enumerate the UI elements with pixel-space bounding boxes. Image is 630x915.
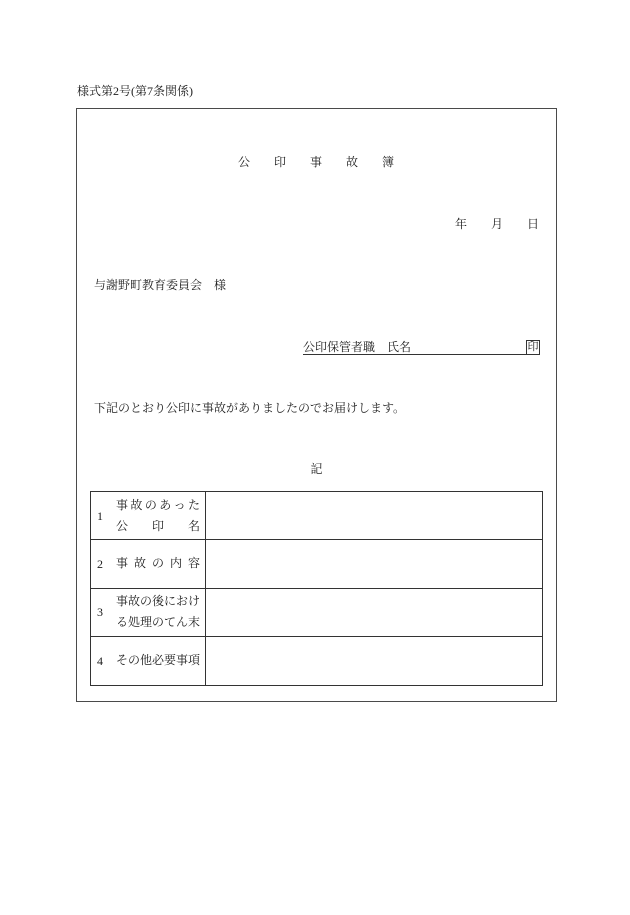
- items-table: [90, 491, 543, 686]
- item-label: [116, 591, 200, 633]
- item-number: 4: [97, 653, 103, 668]
- item-label-line: その他必要事項: [116, 653, 201, 668]
- item-label-cell: [91, 492, 224, 539]
- item-label-line: 事故の内容: [116, 556, 206, 571]
- item-label-cell: [91, 540, 206, 587]
- item-value-cell: [206, 637, 542, 685]
- signature-line: [303, 338, 540, 355]
- item-value-cell: [206, 589, 542, 636]
- item-label: [116, 495, 224, 537]
- date-line: [455, 217, 539, 231]
- item-number: 2: [97, 556, 103, 571]
- item-label-line: 公印名: [116, 518, 224, 533]
- item-label: [116, 553, 206, 574]
- year-label: 年: [455, 217, 468, 231]
- form-frame: [76, 108, 557, 702]
- item-label-line: る処理のてん末: [116, 615, 201, 630]
- item-label-cell: [91, 589, 206, 636]
- table-row: [91, 540, 542, 588]
- form-title: 公印事故簿: [238, 155, 418, 169]
- item-number: 3: [97, 605, 103, 620]
- table-row: [91, 492, 542, 540]
- form-number: 様式第2号(第7条関係): [77, 84, 193, 98]
- item-label: [116, 650, 200, 671]
- addressee: 与謝野町教育委員会 様: [94, 278, 227, 292]
- table-row: [91, 637, 542, 685]
- item-label-line: 事故のあった: [116, 497, 203, 512]
- month-label: 月: [491, 217, 504, 231]
- signer-label: 公印保管者職 氏名: [303, 340, 412, 354]
- table-row: [91, 589, 542, 637]
- day-label: 日: [527, 217, 540, 231]
- statement-text: 下記のとおり公印に事故がありましたのでお届けします。: [94, 401, 406, 415]
- item-label-cell: [91, 637, 206, 685]
- note-heading: 記: [310, 462, 323, 476]
- item-label-line: 事故の後におけ: [116, 594, 201, 609]
- item-value-cell: [206, 492, 542, 539]
- item-value-cell: [206, 540, 542, 587]
- item-number: 1: [97, 508, 103, 523]
- seal-mark: 印: [527, 341, 539, 353]
